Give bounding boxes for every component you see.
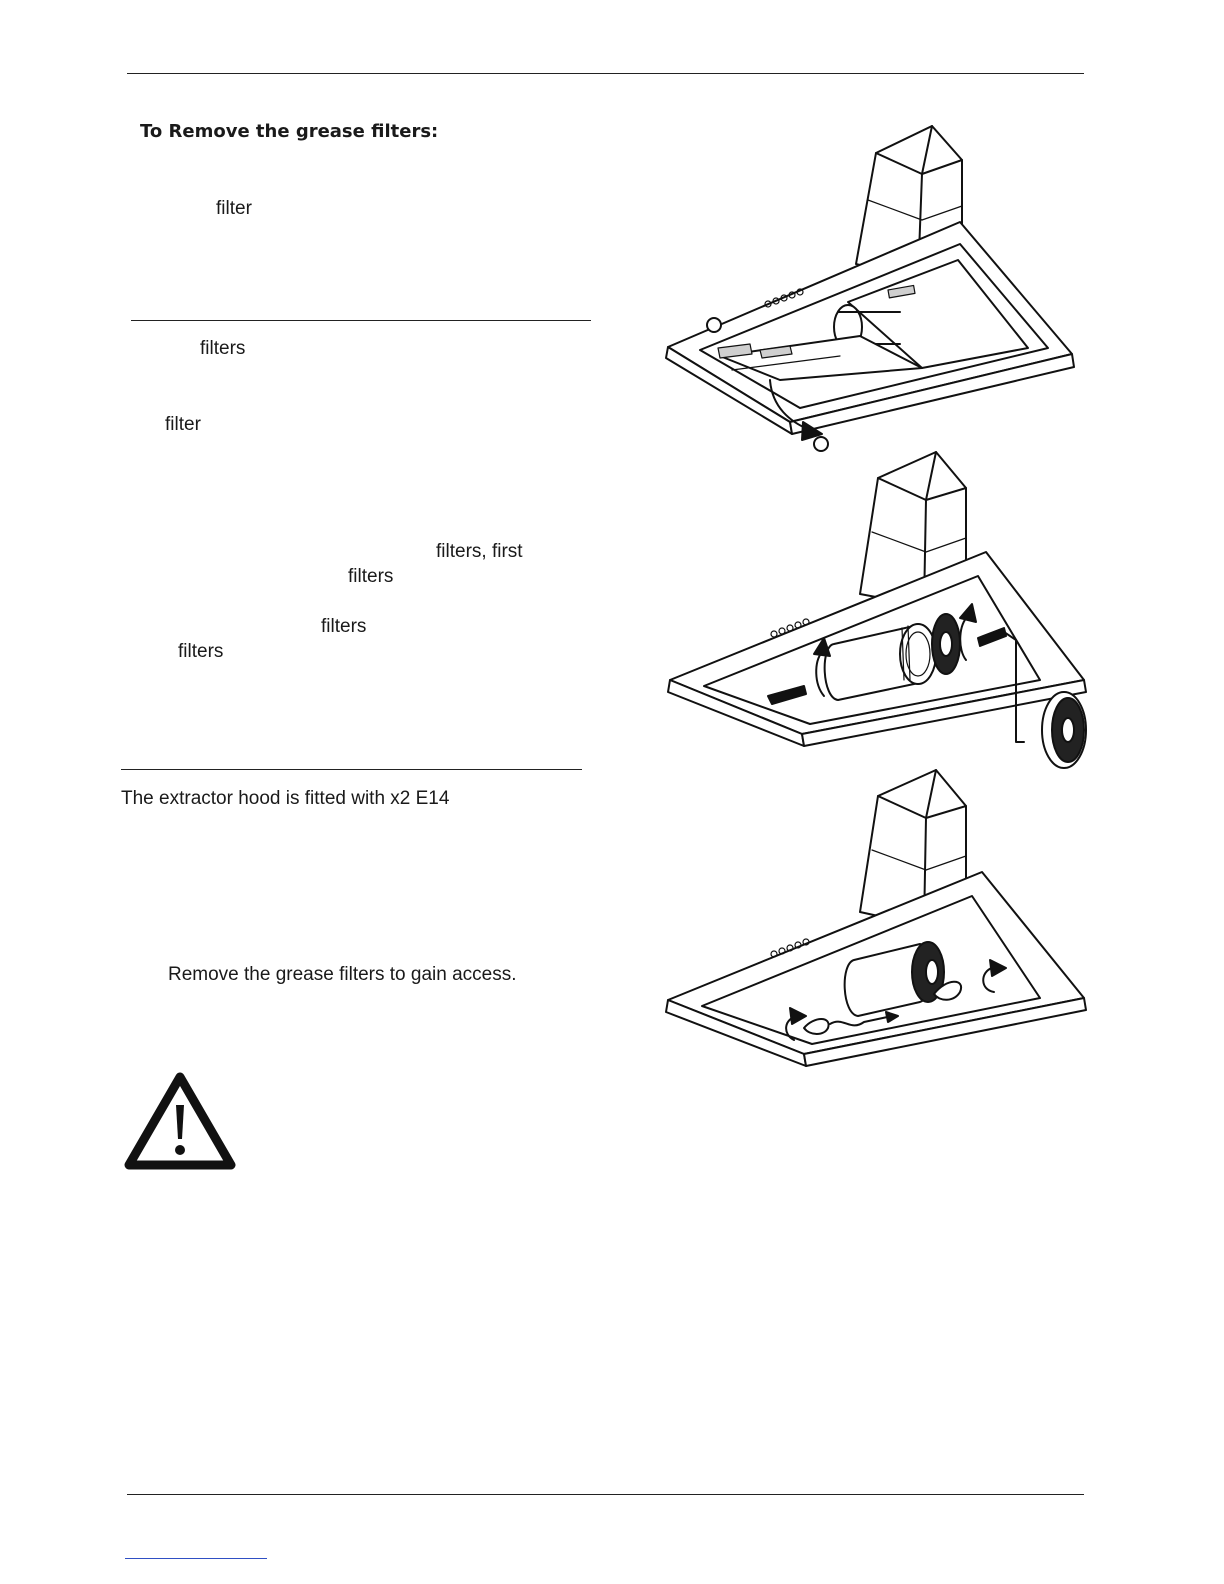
filter-text-1: filter [216,198,252,219]
carbon-filters-text-4: filters [348,566,394,587]
figure-lamp-replacement [664,766,1094,1076]
figure-grease-filter-removal [660,122,1080,462]
section-heading-remove-grease-filters: To Remove the grease filters: [140,121,439,142]
lamp-instruction-text: Remove the grease filters to gain access. [168,964,517,985]
figure-carbon-filter-fitting [664,448,1094,778]
footer-link-underline[interactable] [125,1558,267,1559]
lamp-intro-text: The extractor hood is fitted with x2 E14 [121,788,450,809]
carbon-filters-text-5: filters [321,616,367,637]
carbon-filters-text-1: filters [200,338,246,359]
carbon-filters-text-6: filters [178,641,224,662]
header-rule [127,73,1084,74]
section-divider-1 [131,320,591,321]
carbon-filters-text-3: filters, first [436,541,523,562]
section-divider-2 [121,769,582,770]
carbon-filter-text-2: filter [165,414,201,435]
footer-rule [127,1494,1084,1495]
warning-triangle-icon [123,1071,237,1171]
